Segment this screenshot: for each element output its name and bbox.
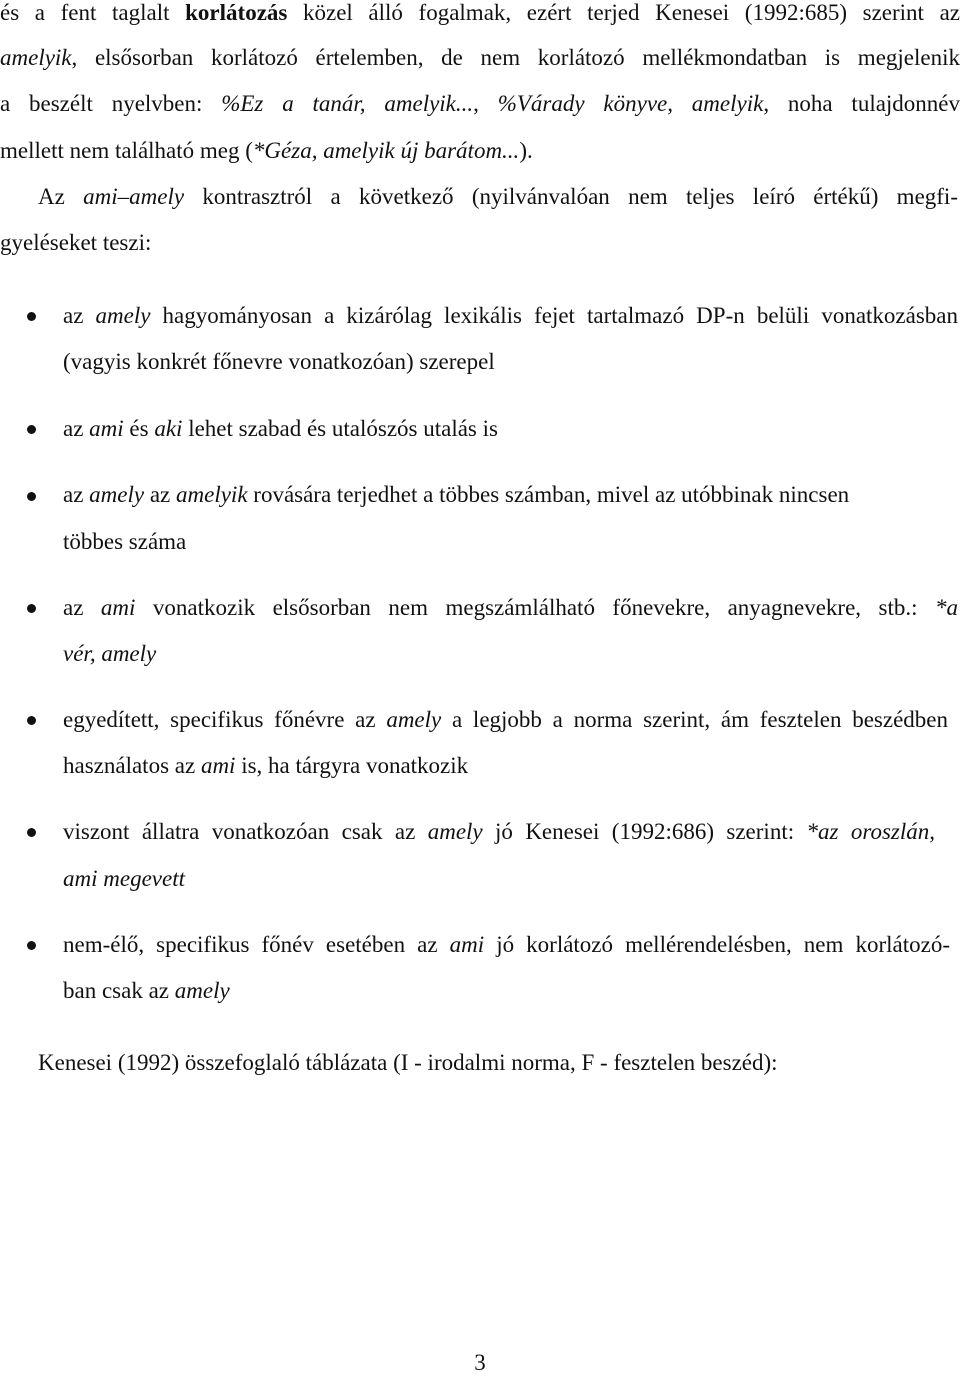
text-run: az bbox=[63, 416, 90, 441]
list-item-line bbox=[63, 705, 948, 735]
text-run: jó Kenesei (1992:686) szerint: bbox=[482, 819, 807, 844]
text-run: az bbox=[63, 303, 96, 328]
text-run: és a fent taglalt bbox=[0, 0, 186, 25]
text-run: az bbox=[63, 482, 90, 507]
paragraph-line bbox=[0, 228, 960, 258]
text-run: viszont állatra vonatkozóan csak az bbox=[63, 819, 428, 844]
italic-example: *a bbox=[935, 595, 959, 620]
text-run: lehet szabad és utalószós utalás is bbox=[182, 416, 498, 441]
list-item-line bbox=[63, 347, 958, 377]
paragraph-line bbox=[0, 43, 960, 73]
italic-example: *az oroszlán, bbox=[806, 819, 935, 844]
text-run: is, ha tárgyra vonatkozik bbox=[235, 753, 469, 778]
italic-term: amely bbox=[174, 978, 230, 1003]
bullet-icon bbox=[27, 425, 36, 434]
bullet-icon bbox=[27, 492, 36, 501]
list-item-line bbox=[63, 527, 958, 557]
paragraph-line bbox=[38, 182, 958, 212]
list-item-line bbox=[63, 930, 950, 960]
paragraph-line bbox=[0, 0, 960, 28]
text-run: az bbox=[144, 482, 177, 507]
italic-term: ami bbox=[89, 416, 124, 441]
text-run: használatos az bbox=[63, 753, 201, 778]
italic-term: aki bbox=[154, 416, 183, 441]
italic-term: ami bbox=[200, 753, 236, 778]
italic-example: %Ez a tanár, amelyik... bbox=[221, 91, 474, 116]
text-run: nem-élő, specifikus főnév esetében az bbox=[63, 932, 450, 957]
bullet-icon bbox=[27, 604, 36, 613]
italic-term: amely bbox=[89, 482, 145, 507]
bullet-icon bbox=[27, 941, 36, 950]
bold-term: korlátozás bbox=[185, 0, 288, 25]
italic-example: *Géza, amelyik új barátom... bbox=[252, 138, 520, 163]
paragraph-line bbox=[0, 89, 960, 119]
list-item-line bbox=[63, 480, 936, 510]
list-item-line bbox=[63, 864, 958, 894]
text-run: az bbox=[63, 595, 101, 620]
text-run: ban csak az bbox=[63, 978, 175, 1003]
text-run: (vagyis konkrét főnevre vonatkozóan) szerepel bbox=[63, 349, 495, 374]
text-run: hagyományosan a kizárólag lexikális fejet tartalmazó DP-n belüli vonatkozásban bbox=[150, 303, 958, 328]
paragraph-line bbox=[0, 136, 960, 166]
text-run: Az bbox=[38, 184, 84, 209]
italic-term: ami bbox=[449, 932, 485, 957]
text-run: , bbox=[473, 91, 498, 116]
list-item-line bbox=[63, 976, 958, 1006]
text-run: gyeléseket teszi: bbox=[0, 230, 152, 255]
italic-term: amelyik bbox=[176, 482, 248, 507]
text-run: és bbox=[123, 416, 155, 441]
bullet-icon bbox=[27, 828, 36, 837]
text-run: kontrasztról a következő (nyilvánvalóan nem teljes leíró értékű) megfi- bbox=[184, 184, 958, 209]
text-run: a legjobb a norma szerint, ám fesztelen beszédben bbox=[441, 707, 948, 732]
text-run: mellett nem található meg ( bbox=[0, 138, 253, 163]
italic-term: amely bbox=[427, 819, 483, 844]
text-run: a beszélt nyelvben: bbox=[0, 91, 222, 116]
italic-example: vér, amely bbox=[63, 641, 157, 666]
italic-term: amelyik bbox=[0, 45, 72, 70]
text-run: Kenesei (1992) összefoglaló táblázata (I - irodalmi norma, F - fesztelen beszéd): bbox=[38, 1050, 778, 1075]
italic-term: ami bbox=[100, 595, 136, 620]
text-run: többes száma bbox=[63, 529, 187, 554]
text-run: , elsősorban korlátozó értelemben, de nem korlátozó mellékmondatban is megjelenik bbox=[71, 45, 960, 70]
italic-term: ami–amely bbox=[83, 184, 185, 209]
italic-term: amely bbox=[386, 707, 442, 732]
page-number: 3 bbox=[474, 1350, 486, 1375]
list-item-line bbox=[63, 639, 958, 669]
text-run: jó korlátozó mellérendelésben, nem korlátozó- bbox=[484, 932, 950, 957]
text-run: egyedített, specifikus főnévre az bbox=[63, 707, 387, 732]
bullet-icon bbox=[27, 312, 36, 321]
list-item-line bbox=[63, 301, 958, 331]
summary-paragraph bbox=[38, 1048, 938, 1078]
bullet-icon bbox=[27, 716, 36, 725]
italic-example: %Várady könyve, amelyik bbox=[497, 91, 764, 116]
list-item-line bbox=[63, 414, 958, 444]
list-item-line bbox=[63, 751, 958, 781]
text-run: vonatkozik elsősorban nem megszámlálható főnevekre, anyagnevekre, stb.: bbox=[135, 595, 936, 620]
list-item-line bbox=[63, 817, 935, 847]
italic-example: ami megevett bbox=[63, 866, 185, 891]
list-item-line bbox=[63, 593, 958, 623]
text-run: közel álló fogalmak, ezért terjed Kenesei (1992:685) szerint az bbox=[287, 0, 960, 25]
text-run: ). bbox=[519, 138, 533, 163]
text-run: , noha tulajdonnév bbox=[763, 91, 960, 116]
text-run: rovására terjedhet a többes számban, mivel az utóbbinak nincsen bbox=[247, 482, 850, 507]
italic-term: amely bbox=[95, 303, 151, 328]
